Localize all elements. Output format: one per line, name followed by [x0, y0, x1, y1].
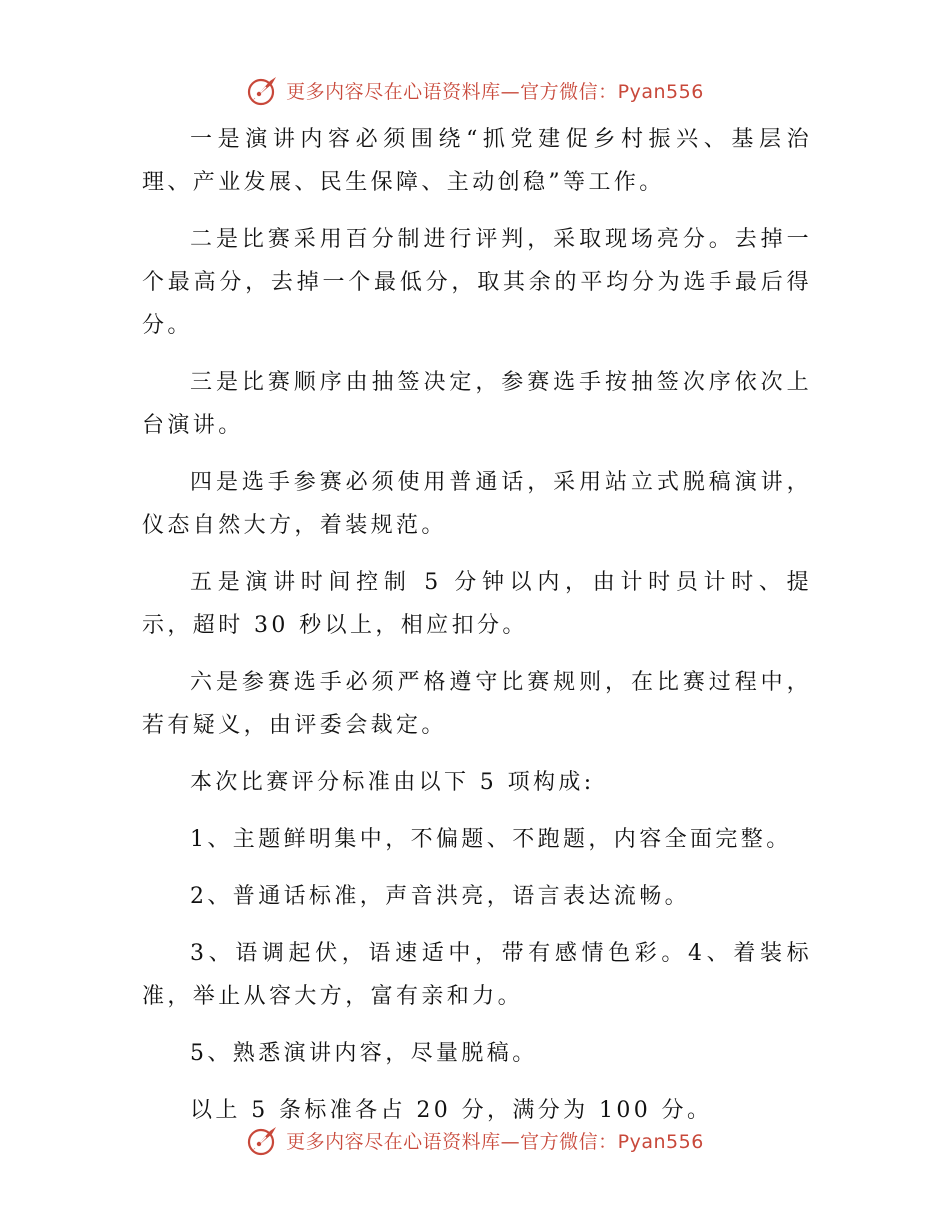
footer-banner: [0, 1120, 950, 1160]
rule-paragraph-5: 五是演讲时间控制 5 分钟以内，由计时员计时、提示，超时 30 秒以上，相应扣分。: [142, 570, 812, 638]
quill-logo-icon: [246, 1123, 280, 1157]
rule-paragraph-1: 一是演讲内容必须围绕“抓党建促乡村振兴、基层治理、产业发展、民生保障、主动创稳”等工作。: [142, 127, 812, 195]
rule-paragraph-6: 六是参赛选手必须严格遵守比赛规则，在比赛过程中，若有疑义，由评委会裁定。: [142, 670, 812, 738]
criteria-item-1: 1、主题鲜明集中，不偏题、不跑题，内容全面完整。: [190, 827, 792, 852]
rule-paragraph-3: 三是比赛顺序由抽签决定，参赛选手按抽签次序依次上台演讲。: [142, 370, 812, 438]
criteria-item-3-4: 3、语调起伏，语速适中，带有感情色彩。4、着装标准，举止从容大方，富有亲和力。: [142, 941, 812, 1009]
rule-paragraph-4: 四是选手参赛必须使用普通话，采用站立式脱稿演讲，仪态自然大方，着装规范。: [142, 470, 812, 538]
criteria-summary: 以上 5 条标准各占 20 分，满分为 100 分。: [190, 1098, 713, 1123]
footer-banner-text: 更多内容尽在心语资料库—官方微信：Pyan556: [286, 1130, 704, 1153]
criteria-item-2: 2、普通话标准，声音洪亮，语言表达流畅。: [190, 884, 690, 909]
criteria-intro: 本次比赛评分标准由以下 5 项构成:: [190, 770, 595, 795]
document-body: [142, 118, 812, 1146]
footer-banner-content: [246, 1123, 704, 1157]
rule-paragraph-2: 二是比赛采用百分制进行评判，采取现场亮分。去掉一个最高分，去掉一个最低分，取其余的平均分为选手最后得分。: [142, 227, 812, 338]
header-banner: [0, 70, 950, 110]
quill-logo-icon: [246, 73, 280, 107]
header-banner-content: [246, 73, 704, 107]
criteria-item-5: 5、熟悉演讲内容，尽量脱稿。: [190, 1041, 538, 1066]
header-banner-text: 更多内容尽在心语资料库—官方微信：Pyan556: [286, 80, 704, 103]
